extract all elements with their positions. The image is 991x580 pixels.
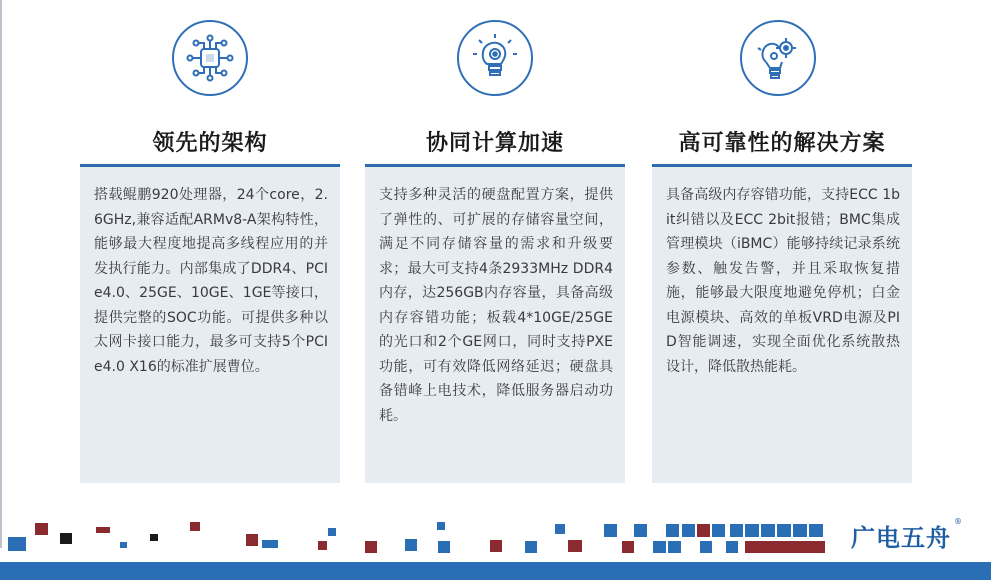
left-border-line — [0, 0, 2, 548]
feature-card — [80, 164, 340, 483]
chip-icon — [172, 20, 248, 96]
section-body: 搭载鲲鹏920处理器，24个core，2.6GHz,兼容适配ARMv8-A架构特性，能够最大程度地提高多线程应用的并发执行能力。内部集成了DDR4、PCIe4.0、25GE、10GE、1GE等接口，提供完整的SOC功能。可提供多种以太网卡接口能力，最多可支持5个PCIe4.0 X16的标准扩展曹位。 — [94, 187, 328, 375]
section-title: 协同计算加速 — [425, 131, 564, 156]
lightbulb-gear-icon — [457, 20, 533, 96]
lightbulb-gears-icon — [740, 20, 816, 96]
feature-card — [652, 164, 912, 483]
brand-logo: 广电五舟 — [851, 524, 951, 552]
feature-card — [365, 164, 625, 483]
section-title: 领先的架构 — [152, 131, 268, 156]
section-body: 支持多种灵活的硬盘配置方案，提供了弹性的、可扩展的存储容量空间，满足不同存储容量的需求和升级要求；最大可支持4条2933MHz DDR4 内存，达256GB内存容量，具备高级内存容错功能；板载4*10GE/25GE的光口和2个GE网口，同时支持PXE功能，可有效降低网络延迟；硬盘具备错峰上电技术，降低服务器启动功耗。 — [379, 187, 613, 424]
bottom-band — [0, 562, 991, 580]
registered-mark: ® — [954, 517, 962, 526]
section-title: 高可靠性的解决方案 — [678, 131, 886, 156]
section-body: 具备高级内存容错功能，支持ECC 1bit纠错以及ECC 2bit报错；BMC集成管理模块（iBMC）能够持续记录系统参数、触发告警，并且采取恢复措施，能够最大限度地避免停机；白金电源模块、高效的单板VRD电源及PID智能调速，实现全面优化系统散热设计，降低散热能耗。 — [666, 187, 900, 375]
